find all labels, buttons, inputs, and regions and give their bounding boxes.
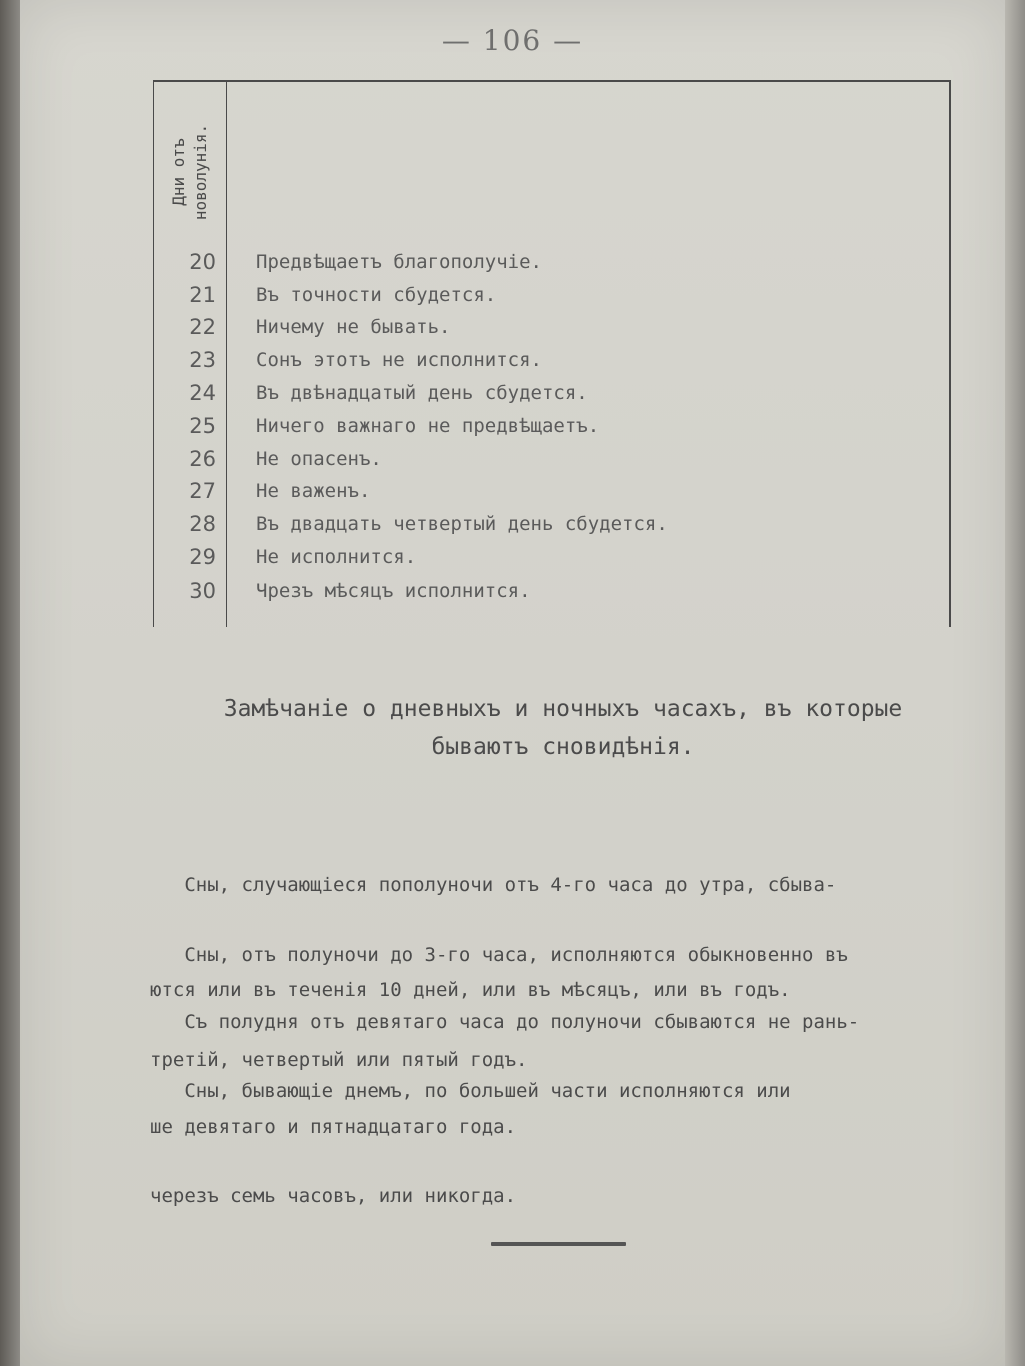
paragraph-line: ются или въ теченія 10 дней, или въ мѣсяцъ, или въ годъ. — [150, 979, 791, 1001]
row-day: 25 — [189, 414, 216, 438]
column-header-text: Дни отъ новолунія. — [169, 123, 210, 221]
page-gutter-shadow — [0, 0, 20, 1366]
paragraph-line: Сны, случающіеся пополуночи отъ 4-го часа до утра, сбыва- — [150, 874, 837, 896]
table-row — [154, 443, 944, 475]
row-day: 29 — [189, 545, 216, 569]
row-day: 22 — [189, 315, 216, 339]
table-row — [154, 541, 944, 573]
paragraph-line: Съ полудня отъ девятаго часа до полуночи сбываются не рань- — [150, 1011, 860, 1033]
paragraph-line: ше девятаго и пятнадцатаго года. — [150, 1116, 517, 1138]
table-row — [154, 410, 944, 442]
table-row — [154, 377, 944, 409]
section-title-line: Замѣчаніе о дневныхъ и ночныхъ часахъ, въ которые — [223, 696, 903, 722]
row-day: 20 — [189, 250, 216, 274]
row-day: 27 — [189, 479, 216, 503]
paragraph-line: черезъ семь часовъ, или никогда. — [150, 1185, 517, 1207]
table-row — [154, 279, 944, 311]
row-day: 30 — [189, 579, 216, 603]
table-row — [154, 344, 944, 376]
dream-table — [153, 80, 951, 627]
table-row — [154, 508, 944, 540]
row-text: Въ двадцать четвертый день сбудется. — [256, 513, 668, 535]
end-rule — [491, 1242, 626, 1246]
table-row — [154, 246, 944, 278]
page-edge — [1005, 0, 1025, 1366]
row-day: 23 — [189, 348, 216, 372]
row-text: Въ точности сбудется. — [256, 284, 497, 306]
row-text: Не опасенъ. — [256, 448, 382, 470]
row-text: Сонъ этотъ не исполнится. — [256, 349, 542, 371]
section-title-line: бываютъ сновидѣнія. — [431, 734, 695, 760]
row-day: 21 — [189, 283, 216, 307]
paragraph-line: Сны, бывающіе днемъ, по большей части исполняются или — [150, 1080, 791, 1102]
table-row — [154, 475, 944, 507]
row-text: Не важенъ. — [256, 480, 371, 502]
row-day: 26 — [189, 447, 216, 471]
row-text: Въ двѣнадцатый день сбудется. — [256, 382, 588, 404]
row-text: Чрезъ мѣсяцъ исполнится. — [256, 580, 531, 602]
page-number: — 106 — — [441, 24, 584, 57]
row-text: Ничему не бывать. — [256, 316, 451, 338]
row-text: Не исполнится. — [256, 546, 417, 568]
table-row — [154, 575, 944, 607]
column-header — [162, 102, 218, 242]
book-page — [20, 0, 1005, 1366]
paragraph-line: Сны, отъ полуночи до 3-го часа, исполняются обыкновенно въ — [150, 944, 848, 966]
paragraph-line: третій, четвертый или пятый годъ. — [150, 1049, 528, 1071]
row-day: 28 — [189, 512, 216, 536]
row-text: Предвѣщаетъ благополучіе. — [256, 251, 542, 273]
row-day: 24 — [189, 381, 216, 405]
table-row — [154, 311, 944, 343]
row-text: Ничего важнаго не предвѣщаетъ. — [256, 415, 600, 437]
section-title — [153, 690, 973, 766]
